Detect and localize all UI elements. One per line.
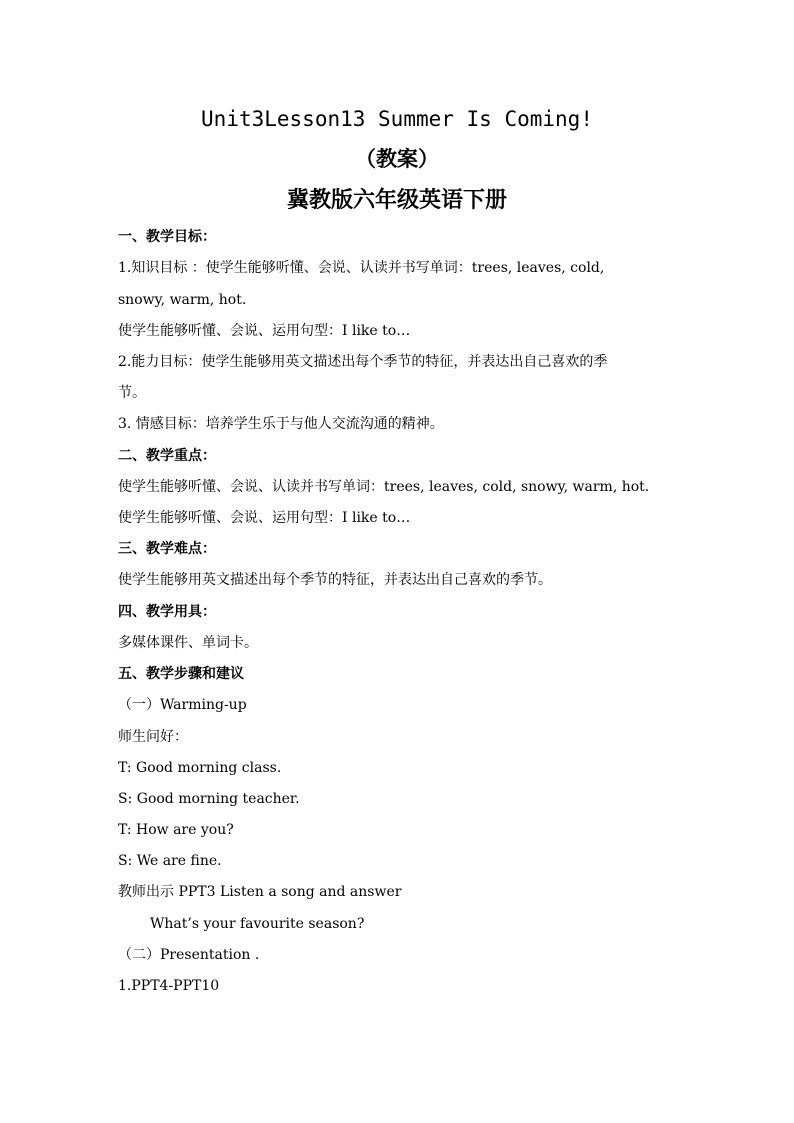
section-heading-difficulties: 三、教学难点：	[118, 541, 216, 557]
paragraph-line: （二）Presentation .	[118, 947, 260, 963]
paragraph-line: （一）Warming-up	[118, 697, 247, 713]
section-heading-teaching-steps: 五、教学步骤和建议	[118, 666, 244, 682]
paragraph-line: 使学生能够听懂、会说、运用句型：I like to…	[118, 510, 411, 526]
paragraph-line: 2.能力目标：使学生能够用英文描述出每个季节的特征，并表达出自己喜欢的季	[118, 354, 608, 370]
document-subtitle: （教案）	[355, 146, 439, 171]
dialogue-line: T: Good morning class.	[118, 760, 282, 776]
paragraph-line: 教师出示 PPT3 Listen a song and answer	[118, 884, 402, 900]
paragraph-line: snowy, warm, hot.	[118, 292, 247, 308]
dialogue-line: T: How are you?	[118, 822, 234, 838]
dialogue-line: S: We are fine.	[118, 853, 222, 869]
section-heading-key-points: 二、教学重点：	[118, 448, 216, 464]
paragraph-line: 节。	[118, 385, 146, 401]
paragraph-line: 1.知识目标 ：使学生能够听懂、会说、认读并书写单词：trees, leaves, cold,	[118, 260, 605, 276]
question-line: What’s your favourite season?	[150, 916, 365, 932]
paragraph-line: 使学生能够听懂、会说、运用句型：I like to…	[118, 323, 411, 339]
paragraph-line: 3. 情感目标：培养学生乐于与他人交流沟通的精神。	[118, 416, 444, 432]
dialogue-line: S: Good morning teacher.	[118, 791, 300, 807]
paragraph-line: 使学生能够听懂、会说、认读并书写单词：trees, leaves, cold, snowy, warm, hot.	[118, 479, 650, 495]
paragraph-line: 使学生能够用英文描述出每个季节的特征，并表达出自己喜欢的季节。	[118, 572, 552, 588]
paragraph-line: 1.PPT4-PPT10	[118, 978, 220, 994]
document-grade-title: 冀教版六年级英语下册	[286, 187, 507, 213]
paragraph-line: 师生问好：	[118, 729, 188, 745]
paragraph-line: 多媒体课件、单词卡。	[118, 635, 258, 651]
document-title: Unit3Lesson13 Summer Is Coming!	[201, 107, 593, 131]
section-heading-objectives: 一、教学目标：	[118, 229, 216, 245]
section-heading-teaching-aids: 四、教学用具：	[118, 604, 216, 620]
